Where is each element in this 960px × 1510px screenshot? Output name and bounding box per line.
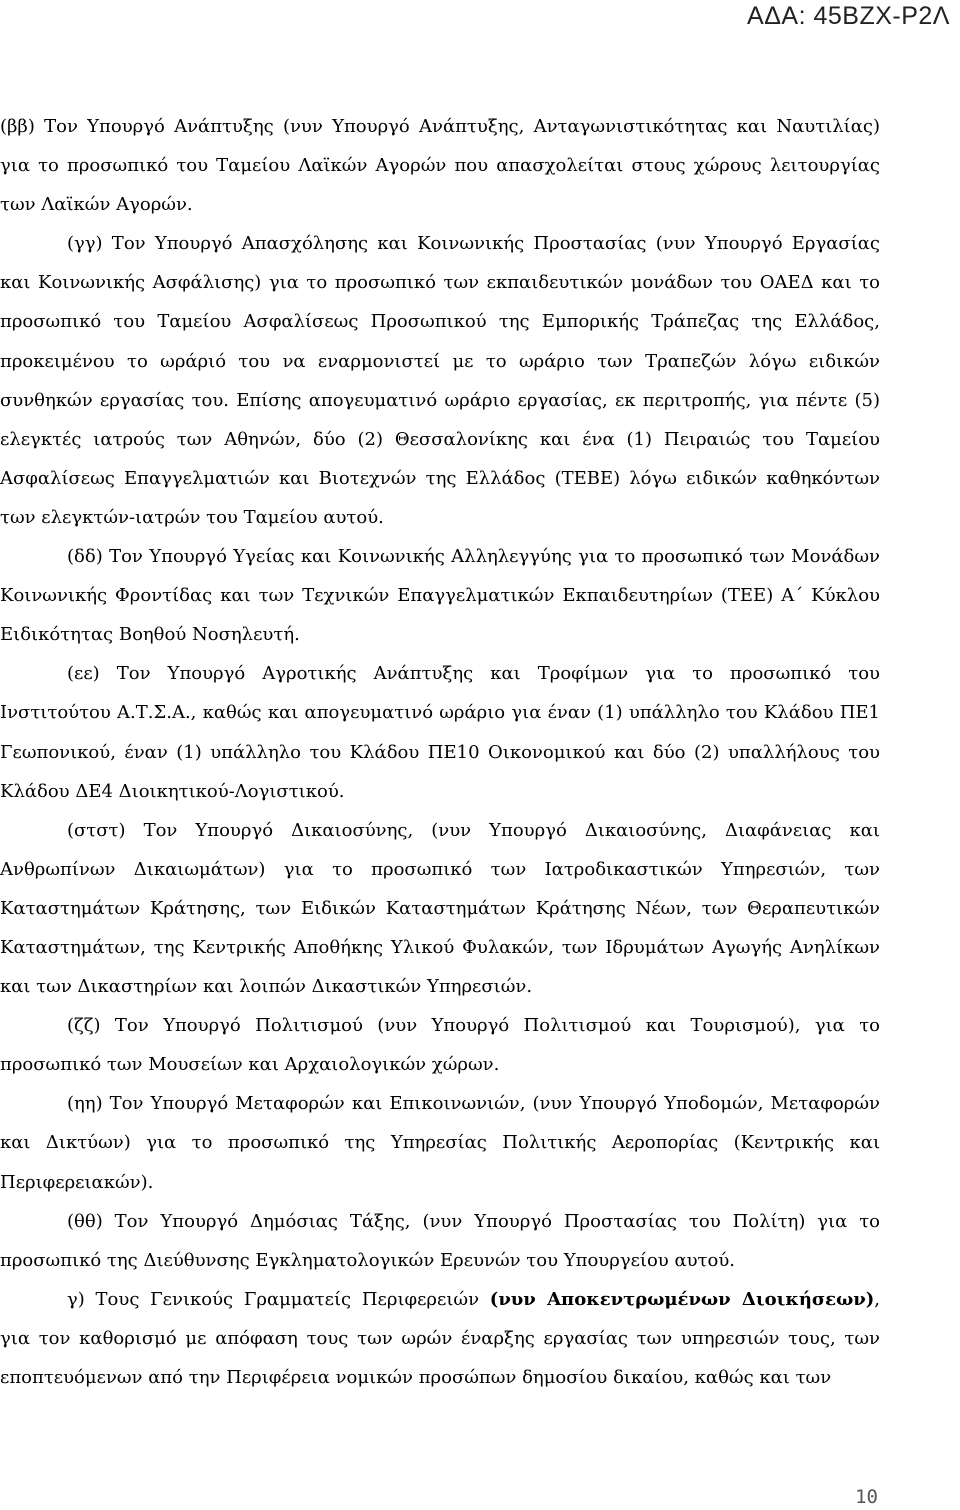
ada-code: ΑΔΑ: 45ΒΖΧ-Ρ2Λ xyxy=(747,2,950,30)
paragraph-ii: (ηη) Τον Υπουργό Μεταφορών και Επικοινωνιών, (νυν Υπουργό Υποδομών, Μεταφορών και Δικτύων) για το προσωπικό της Υπηρεσίας Πολιτικής Αεροπορίας (Κεντρικής και Περιφερειακών). xyxy=(0,1093,880,1193)
page-number: 10 xyxy=(855,1486,878,1508)
paragraph-gg: (γγ) Τον Υπουργό Απασχόλησης και Κοινωνικής Προστασίας (νυν Υπουργό Εργασίας και Κοινωνικής Ασφάλισης) για το προσωπικό των εκπαιδευτικών μονάδων του ΟΑΕΔ και το προσωπικό του Ταμείου Ασφαλίσεως Προσωπικού της Εμπορικής Τράπεζας της Ελλάδος, προκειμένου το ωράριό του να εναρμονιστεί με το ωράριο των Τραπεζών λόγω ειδικών συνθηκών εργασίας του. Επίσης απογευματινό ωράριο εργασίας, εκ περιτροπής, για πέντε (5) ελεγκτές ιατρούς των Αθηνών, δύο (2) Θεσσαλονίκης και ένα (1) Πειραιώς του Ταμείου Ασφαλίσεως Επαγγελματιών και Βιοτεχνών της Ελλάδος (ΤΕΒΕ) λόγω ειδικών καθηκόντων των ελεγκτών-ιατρών του Ταμείου αυτού. xyxy=(0,233,880,528)
paragraph-zz: (ζζ) Τον Υπουργό Πολιτισμού (νυν Υπουργό Πολιτισμού και Τουρισμού), για το προσωπικό των Μουσείων και Αρχαιολογικών χώρων. xyxy=(0,1015,880,1076)
paragraph-ee: (εε) Τον Υπουργό Αγροτικής Ανάπτυξης και Τροφίμων για το προσωπικό του Ινστιτούτου Α.Τ.Σ.Α., καθώς και απογευματινό ωράριο για έναν (1) υπάλληλο του Κλάδου ΠΕ1 Γεωπονικού, έναν (1) υπάλληλο του Κλάδου ΠΕ10 Οικονομικού και δύο (2) υπαλλήλους του Κλάδου ΔΕ4 Διοικητικού-Λογιστικού. xyxy=(0,663,880,802)
paragraph-dd: (δδ) Τον Υπουργό Υγείας και Κοινωνικής Αλληλεγγύης για το προσωπικό των Μονάδων Κοινωνικής Φροντίδας και των Τεχνικών Επαγγελματικών Εκπαιδευτηρίων (ΤΕΕ) Α΄ Κύκλου Ειδικότητας Βοηθού Νοσηλευτή. xyxy=(0,546,880,646)
paragraph-g xyxy=(0,1280,880,1397)
paragraph-thth: (θθ) Τον Υπουργό Δημόσιας Τάξης, (νυν Υπουργό Προστασίας του Πολίτη) για το προσωπικό της Διεύθυνσης Εγκληματολογικών Ερευνών του Υπουργείου αυτού. xyxy=(0,1210,880,1271)
paragraph-bb: (ββ) Τον Υπουργό Ανάπτυξης (νυν Υπουργό Ανάπτυξης, Ανταγωνιστικότητας και Ναυτιλίας) για το προσωπικό του Ταμείου Λαϊκών Αγορών που απασχολείται στους χώρους λειτουργίας των Λαϊκών Αγορών. xyxy=(0,116,880,216)
paragraph-stst: (στστ) Τον Υπουργό Δικαιοσύνης, (νυν Υπουργό Δικαιοσύνης, Διαφάνειας και Ανθρωπίνων Δικαιωμάτων) για το προσωπικό των Ιατροδικαστικών Υπηρεσιών, των Καταστημάτων Κράτησης, των Ειδικών Καταστημάτων Κράτησης Νέων, των Θεραπευτικών Καταστημάτων, της Κεντρικής Αποθήκης Υλικού Φυλακών, των Ιδρυμάτων Αγωγής Ανηλίκων και των Δικαστηρίων και λοιπών Δικαστικών Υπηρεσιών. xyxy=(0,819,880,998)
paragraph-g-text-after: , για τον καθορισμό με απόφαση τους των ωρών έναρξης εργασίας των υπηρεσιών τους, των εποπτευόμενων από την Περιφέρεια νομικών προσώπων δημοσίου δικαίου, καθώς και των xyxy=(0,1288,880,1388)
paragraph-g-bold-text: (νυν Αποκεντρωμένων Διοικήσεων) xyxy=(489,1288,875,1310)
document-body xyxy=(0,107,880,1397)
paragraph-g-text-before: γ) Τους Γενικούς Γραμματείς Περιφερειών xyxy=(67,1288,490,1310)
